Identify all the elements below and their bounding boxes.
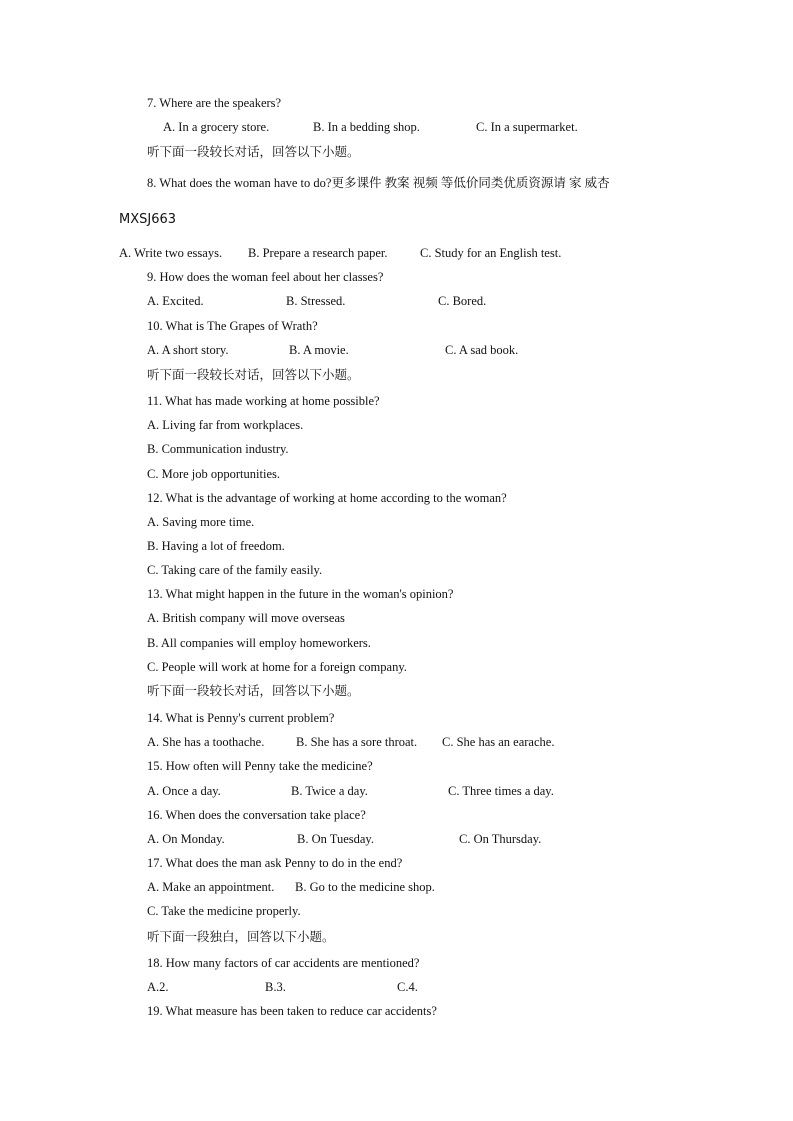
- question-14: 14. What is Penny's current problem?: [147, 711, 335, 725]
- question-19: 19. What measure has been taken to reduce car accidents?: [147, 1004, 437, 1018]
- q16-option-b: B. On Tuesday.: [297, 832, 374, 846]
- q15-option-c: C. Three times a day.: [448, 784, 554, 798]
- question-17: 17. What does the man ask Penny to do in the end?: [147, 856, 403, 870]
- q11-option-a: A. Living far from workplaces.: [147, 418, 304, 432]
- q9-option-a: A. Excited.: [147, 294, 204, 308]
- q16-option-c: C. On Thursday.: [459, 832, 542, 846]
- question-10: 10. What is The Grapes of Wrath?: [147, 319, 318, 333]
- q10-option-a: A. A short story.: [147, 343, 229, 357]
- question-8: 8. What does the woman have to do?更多课件 教案 视频 等低价同类优质资源请 家 威杏: [147, 176, 610, 190]
- q7-option-b: B. In a bedding shop.: [313, 120, 420, 134]
- q18-option-c: C.4.: [397, 980, 418, 994]
- instruction-2: 听下面一段较长对话，回答以下小题。: [147, 367, 360, 382]
- q9-option-b: B. Stressed.: [286, 294, 346, 308]
- q14-option-b: B. She has a sore throat.: [296, 735, 418, 749]
- q17-option-b: B. Go to the medicine shop.: [295, 880, 435, 894]
- q17-option-a: A. Make an appointment.: [147, 880, 275, 894]
- q12-option-b: B. Having a lot of freedom.: [147, 539, 285, 553]
- q9-option-c: C. Bored.: [438, 294, 487, 308]
- q8-option-a: A. Write two essays.: [119, 246, 223, 260]
- question-16: 16. When does the conversation take place?: [147, 808, 366, 822]
- instruction-3: 听下面一段较长对话，回答以下小题。: [147, 683, 360, 698]
- q11-option-b: B. Communication industry.: [147, 442, 289, 456]
- q15-option-b: B. Twice a day.: [291, 784, 368, 798]
- question-7: 7. Where are the speakers?: [147, 96, 282, 110]
- q13-option-c: C. People will work at home for a foreign company.: [147, 660, 407, 674]
- q13-option-b: B. All companies will employ homeworkers.: [147, 636, 371, 650]
- q17-option-c: C. Take the medicine properly.: [147, 904, 301, 918]
- question-12: 12. What is the advantage of working at home according to the woman?: [147, 491, 507, 505]
- q7-option-c: C. In a supermarket.: [476, 120, 578, 134]
- q14-option-c: C. She has an earache.: [442, 735, 555, 749]
- q14-option-a: A. She has a toothache.: [147, 735, 265, 749]
- q18-option-b: B.3.: [265, 980, 286, 994]
- question-9: 9. How does the woman feel about her classes?: [147, 270, 384, 284]
- q11-option-c: C. More job opportunities.: [147, 467, 280, 481]
- instruction-4: 听下面一段独白，回答以下小题。: [147, 929, 335, 944]
- q7-option-a: A. In a grocery store.: [163, 120, 270, 134]
- question-18: 18. How many factors of car accidents are mentioned?: [147, 956, 420, 970]
- q8-option-b: B. Prepare a research paper.: [248, 246, 388, 260]
- question-13: 13. What might happen in the future in the woman's opinion?: [147, 587, 454, 601]
- q8-option-c: C. Study for an English test.: [420, 246, 562, 260]
- q12-option-c: C. Taking care of the family easily.: [147, 563, 323, 577]
- resource-code: MXSJ663: [119, 212, 177, 227]
- q16-option-a: A. On Monday.: [147, 832, 225, 846]
- question-15: 15. How often will Penny take the medicine?: [147, 759, 373, 773]
- q13-option-a: A. British company will move overseas: [147, 611, 345, 625]
- question-11: 11. What has made working at home possible?: [147, 394, 380, 408]
- q10-option-b: B. A movie.: [289, 343, 349, 357]
- q18-option-a: A.2.: [147, 980, 169, 994]
- q10-option-c: C. A sad book.: [445, 343, 519, 357]
- q15-option-a: A. Once a day.: [147, 784, 221, 798]
- instruction-1: 听下面一段较长对话，回答以下小题。: [147, 144, 360, 159]
- q12-option-a: A. Saving more time.: [147, 515, 255, 529]
